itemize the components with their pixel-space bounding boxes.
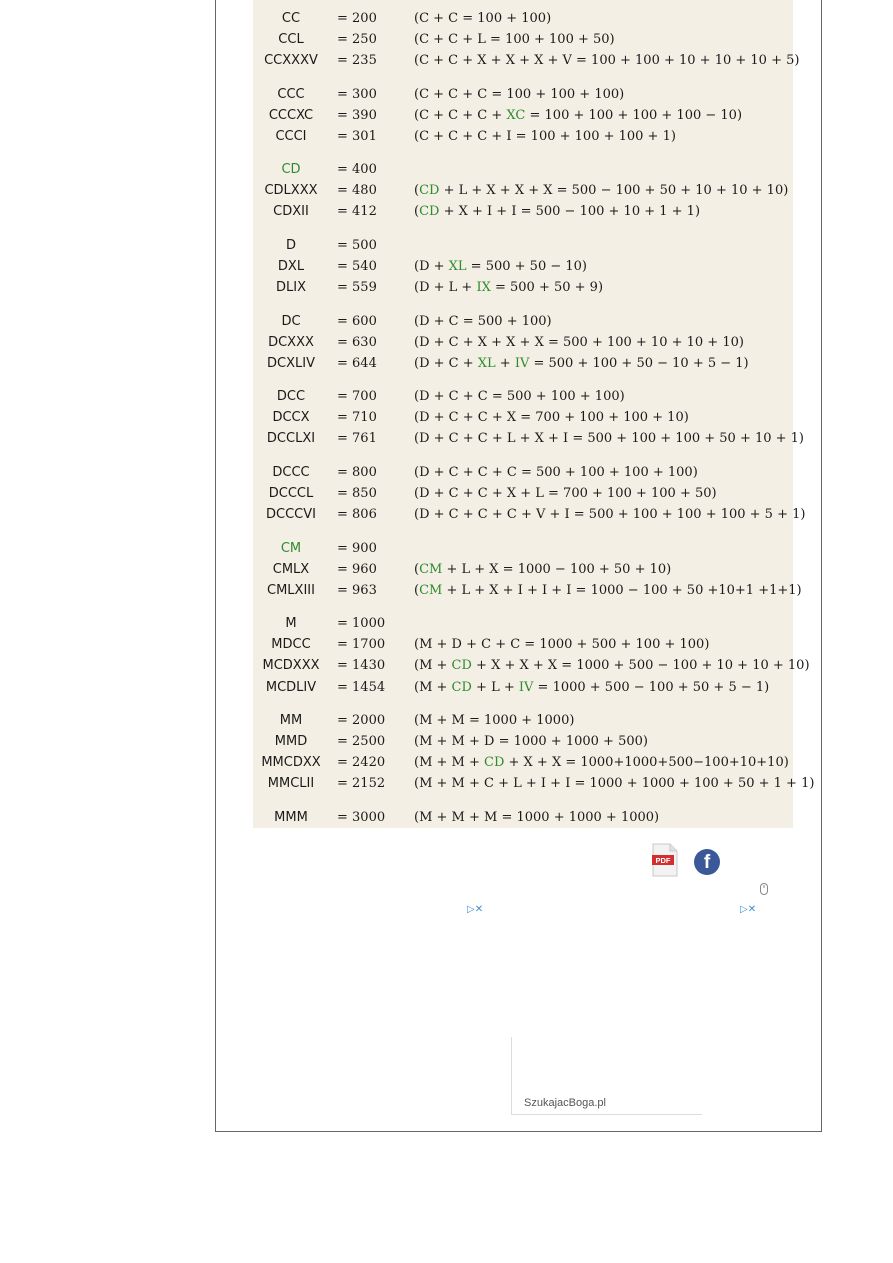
roman-numeral: DCXXX (268, 335, 314, 350)
numeral-value: = 2000 (337, 713, 386, 728)
numeral-breakdown (414, 559, 671, 580)
numeral-value: = 2152 (337, 776, 386, 791)
expression-part: (M + (414, 680, 452, 695)
expression-part: ( (414, 562, 420, 577)
ad-choices-icon-right[interactable]: ▷✕ (740, 904, 757, 915)
expression-part: = 500 + 100 + 50 − 10 + 5 − 1) (529, 356, 749, 371)
expression-part: + L + X + X + X = 500 − 100 + 50 + 10 + 10 + 10) (439, 183, 789, 198)
numeral-value: = 540 (337, 259, 377, 274)
numeral-breakdown (414, 353, 749, 374)
numeral-row (253, 84, 793, 105)
roman-numeral: D (285, 238, 296, 253)
numeral-breakdown (414, 126, 676, 147)
numeral-breakdown (414, 655, 810, 676)
roman-numeral: DCCX (272, 410, 310, 425)
numeral-row (253, 159, 793, 180)
expression-part: (M + M = 1000 + 1000) (414, 713, 575, 728)
numeral-row (253, 677, 793, 698)
numeral-row (253, 180, 793, 201)
roman-numeral: MDCC (271, 637, 311, 652)
expression-part: (D + C = 500 + 100) (414, 314, 552, 329)
numeral-row (253, 731, 793, 752)
roman-numeral: CMLXIII (267, 583, 315, 598)
numeral-row (253, 332, 793, 353)
expression-part: (D + C + C = 500 + 100 + 100) (414, 389, 625, 404)
numeral-row (253, 126, 793, 147)
expression-part: (D + C + X + X + X = 500 + 100 + 10 + 10 + 10) (414, 335, 744, 350)
numeral-row (253, 752, 793, 773)
roman-numeral: DCCCVI (266, 507, 316, 522)
numeral-row (253, 235, 793, 256)
roman-numeral: DCCC (272, 465, 310, 480)
expression-part: ( (414, 583, 420, 598)
ad-domain-label[interactable]: SzukajacBoga.pl (524, 1097, 606, 1109)
roman-numeral: CCCI (275, 129, 307, 144)
numeral-row (253, 483, 793, 504)
numeral-row (253, 201, 793, 222)
expression-part: + L + X = 1000 − 100 + 50 + 10) (442, 562, 672, 577)
numeral-value: = 800 (337, 465, 377, 480)
roman-numeral: DXL (277, 259, 305, 274)
subtractive-pair: CM (419, 562, 443, 577)
mouse-scroll-icon (760, 880, 768, 892)
numeral-breakdown (414, 105, 742, 126)
roman-numeral: MCDXXX (262, 658, 320, 673)
roman-numeral: DC (281, 314, 301, 329)
expression-part: (M + M + D = 1000 + 1000 + 500) (414, 734, 648, 749)
expression-part: (M + M + M = 1000 + 1000 + 1000) (414, 810, 660, 825)
numeral-value: = 480 (337, 183, 377, 198)
numeral-value: = 960 (337, 562, 377, 577)
roman-numeral: CM (280, 541, 302, 556)
numeral-value: = 644 (337, 356, 377, 371)
numeral-value: = 1430 (337, 658, 386, 673)
numeral-value: = 2420 (337, 755, 386, 770)
numeral-value: = 1000 (337, 616, 386, 631)
roman-numeral: CDLXXX (264, 183, 318, 198)
expression-part: + L + X + I + I + I = 1000 − 100 + 50 +10+1 +1+1) (442, 583, 802, 598)
subtractive-pair: XC (506, 108, 526, 123)
numeral-value: = 500 (337, 238, 377, 253)
numeral-row (253, 538, 793, 559)
expression-part: (D + C + C + X + L = 700 + 100 + 100 + 50) (414, 486, 717, 501)
expression-part: = 500 + 50 − 10) (466, 259, 587, 274)
numeral-value: = 400 (337, 162, 377, 177)
expression-part: (D + C + C + C = 500 + 100 + 100 + 100) (414, 465, 698, 480)
numeral-row (253, 277, 793, 298)
numeral-breakdown (414, 180, 788, 201)
subtractive-pair: CM (419, 583, 443, 598)
numeral-breakdown (414, 84, 624, 105)
expression-part: = 1000 + 500 − 100 + 50 + 5 − 1) (533, 680, 770, 695)
roman-numeral: MMD (274, 734, 308, 749)
subtractive-pair: XL (477, 356, 496, 371)
svg-text:PDF: PDF (655, 856, 671, 866)
roman-numeral: DCCLXI (266, 431, 316, 446)
ad-banner[interactable] (511, 1037, 702, 1115)
numeral-row (253, 353, 793, 374)
numeral-row (253, 462, 793, 483)
roman-numeral: MMCLII (267, 776, 315, 791)
expression-part: (C + C + L = 100 + 100 + 50) (414, 32, 615, 47)
numeral-value: = 710 (337, 410, 377, 425)
roman-numeral: DCC (276, 389, 306, 404)
numeral-row (253, 256, 793, 277)
numeral-value: = 2500 (337, 734, 386, 749)
numeral-row (253, 386, 793, 407)
roman-numeral: DCXLIV (267, 356, 315, 371)
roman-numeral: CCL (278, 32, 304, 47)
roman-numeral: CCC (277, 87, 305, 102)
ad-choices-icon-left[interactable]: ▷✕ (467, 904, 484, 915)
expression-part: (C + C + C + (414, 108, 507, 123)
numeral-value: = 412 (337, 204, 377, 219)
numeral-row (253, 29, 793, 50)
expression-part: (C + C + C + I = 100 + 100 + 100 + 1) (414, 129, 676, 144)
numeral-breakdown (414, 428, 804, 449)
subtractive-pair: CD (451, 680, 472, 695)
expression-part: (D + C + C + X = 700 + 100 + 100 + 10) (414, 410, 689, 425)
roman-numeral: CDXII (273, 204, 309, 219)
expression-part: (M + M + (414, 755, 485, 770)
subtractive-pair: CD (451, 658, 472, 673)
numeral-row (253, 710, 793, 731)
expression-part: = 500 + 50 + 9) (490, 280, 604, 295)
subtractive-pair: CD (419, 183, 440, 198)
numeral-row (253, 580, 802, 601)
numeral-row (253, 407, 793, 428)
numeral-row (253, 655, 810, 676)
numeral-breakdown (414, 29, 615, 50)
numeral-value: = 3000 (337, 810, 386, 825)
expression-part: = 100 + 100 + 100 + 100 − 10) (525, 108, 743, 123)
expression-part: + X + X = 1000+1000+500−100+10+10) (504, 755, 789, 770)
numeral-value: = 301 (337, 129, 377, 144)
numeral-breakdown (414, 386, 625, 407)
numeral-breakdown (414, 277, 603, 298)
numeral-value: = 250 (337, 32, 377, 47)
roman-numeral: MCDLIV (265, 680, 317, 695)
numeral-value: = 761 (337, 431, 377, 446)
numeral-breakdown (414, 332, 744, 353)
expression-part: (D + C + C + L + X + I = 500 + 100 + 100 + 50 + 10 + 1) (414, 431, 805, 446)
expression-part: + L + (471, 680, 519, 695)
numeral-row (253, 634, 793, 655)
numeral-breakdown (414, 201, 700, 222)
numeral-row (253, 50, 800, 71)
numeral-breakdown (414, 807, 659, 828)
expression-part: (C + C = 100 + 100) (414, 11, 552, 26)
numeral-breakdown (414, 407, 689, 428)
expression-part: (D + C + C + C + V + I = 500 + 100 + 100 + 100 + 5 + 1) (414, 507, 806, 522)
subtractive-pair: IV (514, 356, 530, 371)
numeral-breakdown (414, 731, 648, 752)
subtractive-pair: IV (518, 680, 534, 695)
numeral-row (253, 428, 805, 449)
roman-numeral: CC (281, 11, 301, 26)
numeral-row (253, 105, 793, 126)
expression-part: ( (414, 204, 420, 219)
expression-part: (C + C + X + X + X + V = 100 + 100 + 10 + 10 + 10 + 5) (414, 53, 800, 68)
expression-part: (D + L + (414, 280, 477, 295)
numeral-value: = 235 (337, 53, 377, 68)
roman-numeral: CD (281, 162, 301, 177)
numeral-value: = 850 (337, 486, 377, 501)
numeral-value: = 390 (337, 108, 377, 123)
numeral-value: = 200 (337, 11, 377, 26)
roman-numeral: M (285, 616, 297, 631)
numeral-breakdown (414, 50, 799, 71)
expression-part: (D + (414, 259, 449, 274)
numeral-breakdown (414, 256, 587, 277)
numeral-breakdown (414, 580, 802, 601)
numeral-row (253, 504, 806, 525)
numeral-breakdown (414, 311, 552, 332)
expression-part: + (495, 356, 515, 371)
numeral-breakdown (414, 773, 814, 794)
facebook-share-icon[interactable]: f (694, 849, 720, 875)
pdf-download-icon[interactable] (652, 843, 678, 877)
subtractive-pair: XL (448, 259, 467, 274)
numeral-breakdown (414, 752, 789, 773)
numeral-breakdown (414, 8, 551, 29)
numeral-row (253, 613, 793, 634)
roman-numeral: MM (279, 713, 303, 728)
subtractive-pair: IX (476, 280, 491, 295)
roman-numerals-table (253, 0, 815, 828)
roman-numeral: MMM (274, 810, 308, 825)
numeral-breakdown (414, 462, 698, 483)
expression-part: + X + X + X = 1000 + 500 − 100 + 10 + 10 + 10) (471, 658, 810, 673)
numeral-value: = 963 (337, 583, 377, 598)
expression-part: (C + C + C = 100 + 100 + 100) (414, 87, 625, 102)
numeral-value: = 559 (337, 280, 377, 295)
expression-part: (M + (414, 658, 452, 673)
numeral-breakdown (414, 634, 709, 655)
numeral-value: = 1454 (337, 680, 386, 695)
numeral-row (253, 8, 793, 29)
numeral-value: = 900 (337, 541, 377, 556)
numeral-value: = 700 (337, 389, 377, 404)
expression-part: ( (414, 183, 420, 198)
roman-numeral: DLIX (276, 280, 306, 295)
numeral-breakdown (414, 504, 805, 525)
numeral-value: = 806 (337, 507, 377, 522)
numeral-breakdown (414, 677, 769, 698)
roman-numeral: CMLX (272, 562, 310, 577)
expression-part: (M + D + C + C = 1000 + 500 + 100 + 100) (414, 637, 710, 652)
expression-part: + X + I + I = 500 − 100 + 10 + 1 + 1) (439, 204, 701, 219)
subtractive-pair: CD (419, 204, 440, 219)
numeral-row (253, 773, 815, 794)
expression-part: (M + M + C + L + I + I = 1000 + 1000 + 100 + 50 + 1 + 1) (414, 776, 815, 791)
roman-numeral: DCCCL (268, 486, 314, 501)
roman-numeral: MMCDXX (261, 755, 321, 770)
numeral-value: = 630 (337, 335, 377, 350)
numeral-value: = 300 (337, 87, 377, 102)
numeral-value: = 600 (337, 314, 377, 329)
roman-numeral: CCXXXV (264, 53, 318, 68)
roman-numeral: CCCXC (268, 108, 314, 123)
numeral-breakdown (414, 483, 717, 504)
numeral-value: = 1700 (337, 637, 386, 652)
numeral-row (253, 559, 793, 580)
numeral-breakdown (414, 710, 574, 731)
subtractive-pair: CD (484, 755, 505, 770)
numeral-row (253, 807, 793, 828)
expression-part: (D + C + (414, 356, 478, 371)
numeral-row (253, 311, 793, 332)
